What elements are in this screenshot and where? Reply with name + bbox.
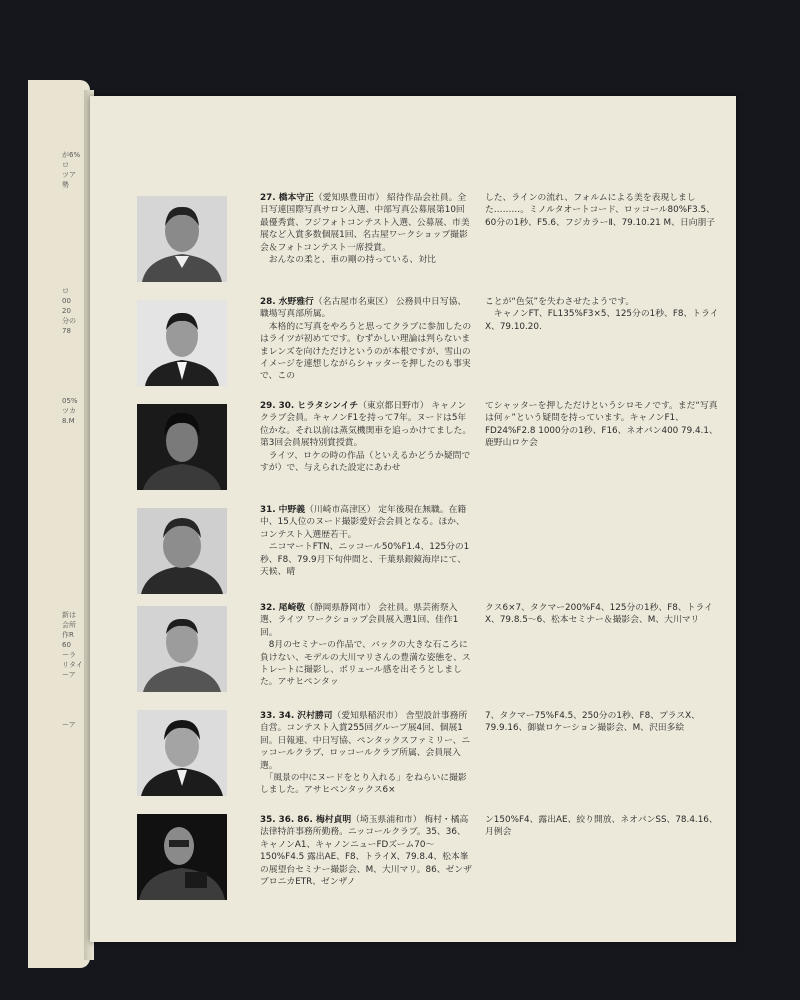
portrait-photo xyxy=(137,196,227,282)
fragment-line: 新は xyxy=(62,611,76,619)
photographer-name: 32. 尾崎敬 xyxy=(260,603,306,613)
entry-text-left xyxy=(260,400,472,474)
photographer-name: 27. 橋本守正 xyxy=(260,193,314,203)
fragment-line: 会所 xyxy=(62,621,76,629)
photographer-name: 33. 34. 沢村勝司 xyxy=(260,711,333,721)
photographer-name: 31. 中野義 xyxy=(260,505,306,515)
fragment-line: 05% xyxy=(62,397,78,405)
portrait-photo xyxy=(137,606,227,692)
portrait-photo xyxy=(137,710,227,796)
entry-body: 公務員中日写協、職場写真部所属。 本格的に写真をやろうと思ってクラブに参加したのはライツが初めてです。むずかしい理論は判らないままレンズを向けただけというのが本根ですが、雪山のイメージを連想しながらシャッターを押したのも事実で、この xyxy=(260,297,472,382)
left-page-fragment-1 xyxy=(62,150,84,190)
fragment-line: 作R xyxy=(62,631,74,639)
fragment-line: 60 xyxy=(62,641,71,649)
entry-text-left xyxy=(260,296,472,383)
entry-body: 定年後現在無職。在籍中、15人位のヌード撮影愛好会会員となる。ほか、コンテスト入選歴若干。 ニコマートFTN、ニッコール50%F1.4、125分の1秒、F8、79.9月下旬仲間と、千葉県銀鏡海岸にて、天候、晴 xyxy=(260,505,470,578)
fragment-line: ーア xyxy=(62,671,76,679)
fragment-line: 20 xyxy=(62,307,71,315)
portrait-photo xyxy=(137,404,227,490)
entry-text-right: ン150%F4、露出AE、絞り開放、ネオパンSS、78.4.16、月例会 xyxy=(485,815,718,838)
left-page xyxy=(28,80,90,968)
photographer-name: 35. 36. 86. 梅村貞明 xyxy=(260,815,352,825)
portrait-photo xyxy=(137,814,227,900)
entry-body: キャノンクラブ会員。キャノンF1を持って7年。ヌードは5年位かな。それ以前は蒸気機関車を追っかけてました。第3回会員展特別賞授賞。 ライツ、ロケの時の作品（といえるかどうか疑問ですが）で、与えられた設定にあわせ xyxy=(260,401,472,474)
fragment-line: が6% xyxy=(62,151,81,159)
photo-credits-page xyxy=(90,96,736,942)
fragment-line: リタイ xyxy=(62,661,83,669)
entry-text-right: した、ラインの流れ、フォルムによる美を表現しました………。ミノルタオートコード、ロッコール80%F3.5、60分の1秒、F5.6、フジカラーⅡ、79.10.21 M、日向朋子 xyxy=(485,193,716,228)
photographer-location: （愛知県豊田市） xyxy=(313,193,385,203)
entry-text-left xyxy=(260,504,472,578)
fragment-line: ツカ xyxy=(62,407,76,415)
fragment-line: ーア xyxy=(62,721,76,729)
entry-body: 梅村・橘高法律特許事務所勤務。ニッコールクラブ。35、36、キャノンA1、キャノンニューFDズーム70〜150%F4.5 露出AE、F8、トライX、79.8.4、松本峯の展望台セミナー撮影会、M、大川マリ。86、ゼンザブロニカETR、ゼンザノ xyxy=(260,815,472,888)
fragment-line: ツア xyxy=(62,171,76,179)
photographer-location: （名古屋市名東区） xyxy=(313,297,394,307)
entry-body: 舎型設計事務所自営。コンテスト入賞255回グループ展4回、個展1回。日報連、中日写協、ペンタックスファミリー、ニッコールクラブ、ロッコールクラブ所属、会員展入選。 「風景の中にヌードをとり入れる」をねらいに撮影しました。アサヒペンタックス6× xyxy=(260,711,471,796)
left-page-fragment-5 xyxy=(62,720,84,730)
fragment-line: ロ xyxy=(62,287,69,295)
photographer-location: （埼玉県浦和市） xyxy=(351,815,422,825)
entry-text-left xyxy=(260,602,472,689)
entry-body: 紹待作品会社員。全日写連国際写真サロン入選、中部写真公募展第10回最優秀賞、フジフォトコンテスト入選、公募展、市美展など入賞多数個展1回、名古屋ワークショップ撮影会＆フォトコンテスト一席授賞。 おんなの柔と、車の剛の持っている、対比 xyxy=(260,193,470,266)
left-page-fragment-4 xyxy=(62,610,84,680)
entry-text-right: クス6×7、タクマー200%F4、125分の1秒、F8、トライX、79.8.5〜6、松本セミナー＆撮影会、M、大川マリ xyxy=(485,603,713,626)
photographer-name: 29. 30. ヒラタシンイチ xyxy=(260,401,359,411)
fragment-line: 8.M xyxy=(62,417,75,425)
photographer-location: （静岡県静岡市） xyxy=(305,603,376,613)
portrait-photo xyxy=(137,300,227,386)
entry-text-right: てシャッターを押しただけというシロモノです。まだ“写真は何ヶ”という疑問を持っています。キャノンF1、FD24%F2.8 1000分の1秒、F16、ネオパン400 79.4.1、鹿野山ロケ会 xyxy=(485,401,718,449)
entry-text-right: 7、タクマー75%F4.5、250分の1秒、F8、プラスX、79.9.16、御嶽ロケーション撮影会、M、沢田多絵 xyxy=(485,711,700,734)
entry-body: 会社員。県芸術祭入選、ライツ ワークショップ会員展入選1回、佳作1回。 8月のセミナーの作品で、バックの大きな石ころに負けない、モデルの大川マリさんの豊満な姿態を、ストレートに撮影し、ボリュール感を出そうとしました。アサヒペンタッ xyxy=(260,603,471,688)
photographer-name: 28. 水野雅行 xyxy=(260,297,314,307)
portrait-photo xyxy=(137,508,227,594)
entry-text-left xyxy=(260,814,472,888)
photographer-location: （愛知県稲沢市） xyxy=(332,711,403,721)
entry-text-left xyxy=(260,192,472,266)
fragment-line: ロ xyxy=(62,161,69,169)
left-page-fragment-3 xyxy=(62,396,84,426)
photographer-location: （東京都日野市） xyxy=(358,401,429,411)
fragment-line: ーラ xyxy=(62,651,76,659)
fragment-line: 00 xyxy=(62,297,71,305)
fragment-line: 78 xyxy=(62,327,71,335)
entry-text-left xyxy=(260,710,472,797)
fragment-line: 勢 xyxy=(62,181,69,189)
entry-text-right: ことが“色気”を失わさせたようです。 キャノンFT、FL135%F3×5、125分の1秒、F8、トライX、79.10.20. xyxy=(485,297,719,332)
photographer-location: （川崎市高津区） xyxy=(305,505,376,515)
left-page-fragment-2 xyxy=(62,286,84,336)
fragment-line: 分の xyxy=(62,317,76,325)
